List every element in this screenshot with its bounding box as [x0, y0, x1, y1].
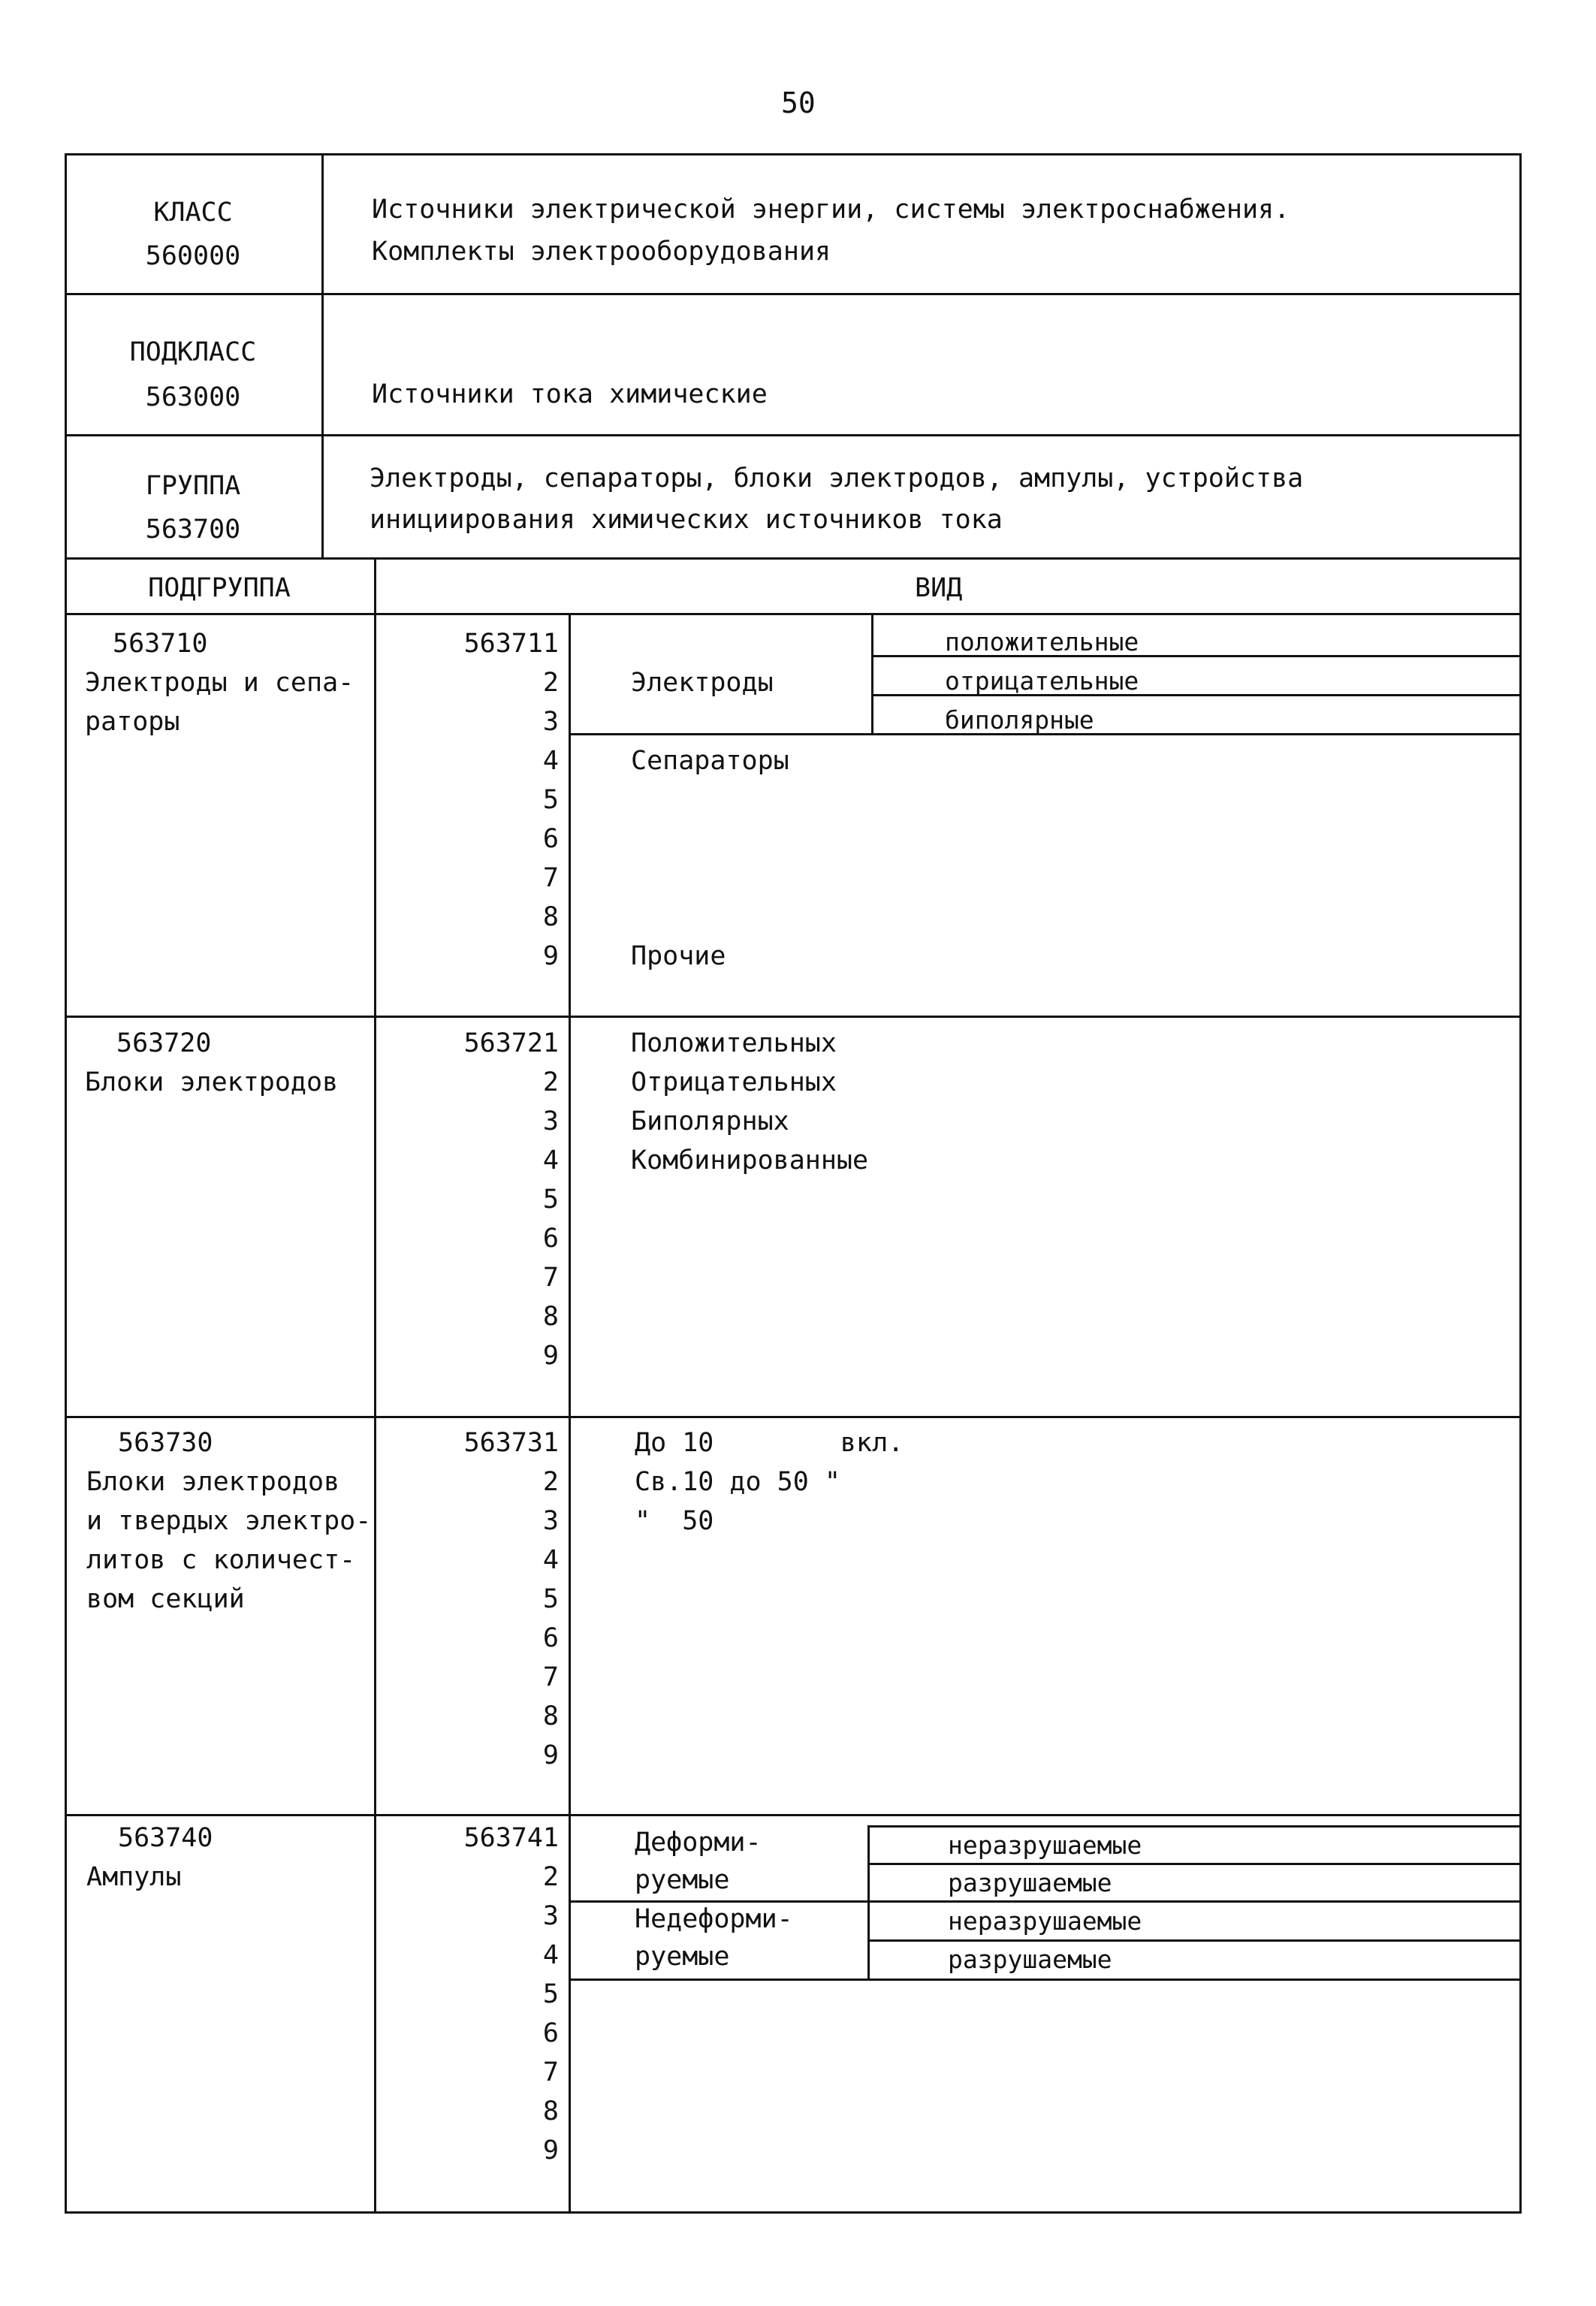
kind-code: 4 — [542, 1145, 559, 1176]
subgroup-title-line: вом секций — [86, 1584, 245, 1614]
kind-code: 5 — [542, 1185, 559, 1215]
group-code: 563700 — [145, 515, 241, 545]
subgroup-code: 563740 — [118, 1823, 213, 1853]
rule-header-col — [321, 153, 324, 559]
rule-ampoule-sub-1 — [867, 1863, 1521, 1865]
rule-electrodes-split — [871, 613, 873, 733]
subgroup-code: 563710 — [113, 629, 208, 659]
kind-label: " 50 — [635, 1506, 714, 1536]
rule-ampoule-sub-3 — [867, 1939, 1521, 1942]
ampoule-deformable-line: руемые — [635, 1865, 730, 1895]
kind-code: 4 — [542, 746, 559, 776]
rule-colheader-bottom — [65, 613, 1522, 615]
rule-ampoule-top — [867, 1825, 1521, 1828]
rule-subgroup-col — [374, 557, 376, 2214]
subclass-label: ПОДКЛАСС — [129, 337, 257, 367]
other-label: Прочие — [631, 941, 726, 971]
kind-code: 9 — [542, 1341, 559, 1371]
kind-code: 563741 — [463, 1823, 559, 1853]
rule-top — [65, 153, 1522, 155]
kind-code: 7 — [542, 2057, 559, 2087]
rule-sg2-bottom — [65, 1416, 1522, 1418]
rule-class-bottom — [65, 293, 1522, 295]
ampoule-deformable-line: Деформи- — [635, 1828, 762, 1858]
kind-code: 9 — [542, 2135, 559, 2166]
ampoule-nondeformable-line: руемые — [635, 1942, 730, 1972]
subgroup-code: 563720 — [116, 1028, 212, 1058]
rule-right — [1519, 153, 1522, 2214]
rule-ampoule-bottom — [569, 1979, 1521, 1981]
class-text-line-2: Комплекты электрооборудования — [372, 237, 831, 267]
subgroup-code: 563730 — [118, 1428, 213, 1458]
subgroup-title-line: Блоки электродов — [85, 1067, 339, 1097]
kind-code: 5 — [542, 785, 559, 815]
kind-code: 4 — [542, 1940, 559, 1970]
kind-label: Отрицательных — [631, 1067, 837, 1097]
kind-code: 9 — [542, 1740, 559, 1770]
subclass-code: 563000 — [145, 382, 241, 412]
kind-code: 6 — [542, 2018, 559, 2048]
subgroup-title-line: Ампулы — [86, 1862, 182, 1892]
kind-code: 563711 — [463, 629, 559, 659]
group-text-line-2: инициирования химических источников тока — [370, 505, 1003, 535]
class-label: КЛАСС — [153, 198, 233, 228]
kind-code: 3 — [542, 1106, 559, 1136]
ampoule-subtype: неразрушаемые — [948, 1831, 1142, 1860]
electrode-type-positive: положительные — [945, 627, 1139, 656]
subgroup-title-line: Электроды и сепа- — [85, 668, 354, 698]
page-number: 50 — [781, 86, 816, 119]
subgroup-title-line: раторы — [85, 707, 180, 737]
kind-code: 3 — [542, 707, 559, 737]
kind-code: 3 — [542, 1506, 559, 1536]
kind-code: 8 — [542, 902, 559, 932]
kind-code: 2 — [542, 668, 559, 698]
rule-sg1-bottom — [65, 1016, 1522, 1018]
subclass-text: Источники тока химические — [372, 379, 768, 409]
class-code: 560000 — [145, 241, 241, 271]
kind-code: 563721 — [463, 1028, 559, 1058]
rule-subclass-bottom — [65, 434, 1522, 436]
kind-label: Комбинированные — [631, 1145, 869, 1176]
kind-code: 2 — [542, 1067, 559, 1097]
kind-code: 563731 — [463, 1428, 559, 1458]
kind-code: 2 — [542, 1862, 559, 1892]
kind-code: 9 — [542, 941, 559, 971]
kind-label: До 10 вкл. — [635, 1428, 904, 1458]
kind-code: 2 — [542, 1467, 559, 1497]
rule-ampoule-mid — [569, 1900, 1521, 1903]
kind-code: 5 — [542, 1584, 559, 1614]
rule-code-col — [569, 613, 571, 2214]
kind-code: 6 — [542, 1623, 559, 1653]
kind-label: Св.10 до 50 " — [635, 1467, 840, 1497]
kind-code: 6 — [542, 1224, 559, 1254]
subgroup-title-line: Блоки электродов — [86, 1467, 340, 1497]
rule-sg3-bottom — [65, 1814, 1522, 1816]
col-header-kind: ВИД — [915, 573, 963, 603]
kind-code: 8 — [542, 2096, 559, 2126]
rule-group-bottom — [65, 557, 1522, 560]
group-label: ГРУППА — [145, 471, 241, 501]
subgroup-title-line: и твердых электро- — [86, 1506, 372, 1536]
kind-code: 7 — [542, 1263, 559, 1293]
kind-code: 7 — [542, 863, 559, 893]
kind-code: 8 — [542, 1302, 559, 1332]
kind-label: Биполярных — [631, 1106, 789, 1136]
electrode-type-negative: отрицательные — [945, 666, 1139, 696]
class-text-line-1: Источники электрической энергии, системы электроснабжения. — [372, 195, 1290, 225]
kind-code: 7 — [542, 1662, 559, 1692]
electrodes-label: Электроды — [631, 668, 774, 698]
electrode-type-bipolar: биполярные — [945, 705, 1094, 735]
kind-code: 8 — [542, 1701, 559, 1731]
group-text-line-1: Электроды, сепараторы, блоки электродов, ампулы, устройства — [370, 463, 1304, 493]
ampoule-subtype: разрушаемые — [948, 1945, 1112, 1974]
col-header-subgroup: ПОДГРУППА — [148, 573, 291, 603]
separators-label: Сепараторы — [631, 746, 789, 776]
ampoule-subtype: разрушаемые — [948, 1868, 1112, 1897]
rule-left — [65, 153, 67, 2214]
kind-code: 6 — [542, 824, 559, 854]
kind-code: 3 — [542, 1901, 559, 1931]
kind-code: 4 — [542, 1545, 559, 1575]
ampoule-subtype: неразрушаемые — [948, 1906, 1142, 1936]
rule-bottom — [65, 2211, 1522, 2214]
kind-label: Положительных — [631, 1028, 837, 1058]
ampoule-nondeformable-line: Недеформи- — [635, 1904, 793, 1934]
subgroup-title-line: литов с количест- — [86, 1545, 356, 1575]
kind-code: 5 — [542, 1979, 559, 2009]
